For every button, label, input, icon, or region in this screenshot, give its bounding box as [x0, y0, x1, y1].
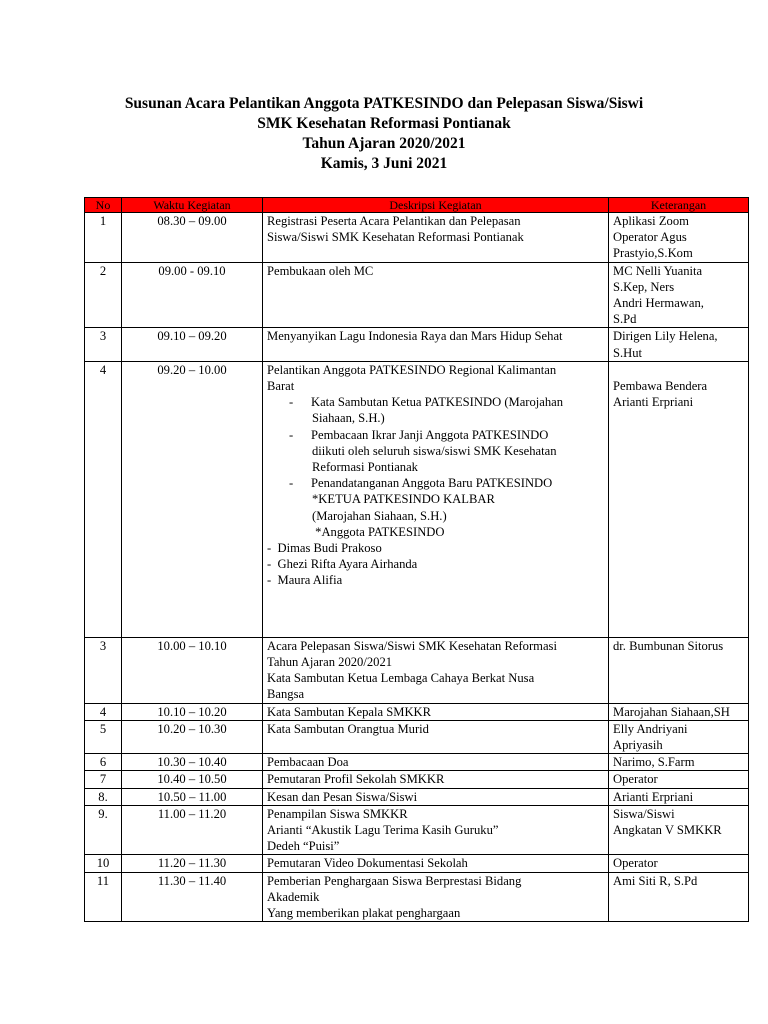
- row-description: [263, 805, 609, 855]
- table-row: [85, 855, 749, 872]
- desc-list-item: [267, 394, 604, 410]
- row-note: [609, 637, 749, 703]
- note-line: Siswa/Siswi: [613, 806, 675, 821]
- row-time: 11.30 – 11.40: [122, 872, 263, 922]
- row-description: [263, 788, 609, 805]
- desc-line: Pelantikan Anggota PATKESINDO Regional Kalimantan: [267, 362, 557, 377]
- row-note: [609, 805, 749, 855]
- row-no: 3: [85, 328, 122, 361]
- note-line: Arianti Erpriani: [613, 789, 694, 804]
- row-time: 10.50 – 11.00: [122, 788, 263, 805]
- row-no: 1: [85, 213, 122, 263]
- table-row: [85, 328, 749, 361]
- desc-list-item: [267, 475, 604, 491]
- schedule-table: [84, 197, 749, 922]
- desc-line: Kata Sambutan Ketua PATKESINDO (Marojahan: [311, 395, 564, 410]
- header-no: No: [85, 198, 122, 213]
- row-no: 5: [85, 720, 122, 753]
- desc-line: Siswa/Siswi SMK Kesehatan Reformasi Pontianak: [267, 230, 524, 245]
- row-no: 3: [85, 637, 122, 703]
- row-no: 11: [85, 872, 122, 922]
- table-row: [85, 703, 749, 720]
- table-row: [85, 262, 749, 328]
- bullet: -: [289, 427, 294, 442]
- note-line: Prastyio,S.Kom: [613, 246, 693, 261]
- note-line: Dirigen Lily Helena,: [613, 329, 718, 344]
- bullet: -: [289, 395, 294, 410]
- table-row: [85, 754, 749, 771]
- row-no: 7: [85, 771, 122, 788]
- desc-line: Kata Sambutan Orangtua Murid: [267, 721, 429, 736]
- table-row: [85, 637, 749, 703]
- row-note: [609, 788, 749, 805]
- row-time: 10.40 – 10.50: [122, 771, 263, 788]
- row-note: [609, 855, 749, 872]
- note-line: Narimo, S.Farm: [613, 755, 695, 770]
- header-time: Waktu Kegiatan: [122, 198, 263, 213]
- row-description: [263, 754, 609, 771]
- desc-line: Siahaan, S.H.): [312, 411, 385, 426]
- table-row: [85, 771, 749, 788]
- row-description: [263, 855, 609, 872]
- desc-line: *KETUA PATKESINDO KALBAR: [312, 492, 495, 507]
- row-time: 09.20 – 10.00: [122, 361, 263, 637]
- row-no: 9.: [85, 805, 122, 855]
- table-header-row: [85, 198, 749, 213]
- title-line-2: SMK Kesehatan Reformasi Pontianak: [257, 115, 511, 132]
- row-time: 10.30 – 10.40: [122, 754, 263, 771]
- desc-line: Pemutaran Profil Sekolah SMKKR: [267, 772, 445, 787]
- row-time: 10.20 – 10.30: [122, 720, 263, 753]
- desc-line: Penandatanganan Anggota Baru PATKESINDO: [311, 476, 553, 491]
- table-row: [85, 213, 749, 263]
- row-note: [609, 213, 749, 263]
- table-row: [85, 788, 749, 805]
- row-note: [609, 771, 749, 788]
- row-time: 09.00 - 09.10: [122, 262, 263, 328]
- desc-line: Yang memberikan plakat penghargaan: [267, 906, 461, 921]
- desc-line: (Marojahan Siahaan, S.H.): [312, 508, 447, 523]
- table-row: [85, 361, 749, 637]
- desc-line: Registrasi Peserta Acara Pelantikan dan Pelepasan: [267, 214, 521, 228]
- desc-line: Acara Pelepasan Siswa/Siswi SMK Kesehatan Reformasi: [267, 638, 557, 653]
- row-note: [609, 361, 749, 637]
- desc-line: Bangsa: [267, 687, 305, 702]
- row-note: [609, 328, 749, 361]
- note-line: S.Kep, Ners: [613, 279, 675, 294]
- note-line: dr. Bumbunan Sitorus: [613, 638, 724, 653]
- desc-line: Penampilan Siswa SMKKR: [267, 806, 408, 821]
- row-no: 8.: [85, 788, 122, 805]
- row-no: 6: [85, 754, 122, 771]
- row-time: 10.10 – 10.20: [122, 703, 263, 720]
- row-no: 2: [85, 262, 122, 328]
- desc-line: Arianti “Akustik Lagu Terima Kasih Guruku”: [267, 823, 499, 838]
- row-note: [609, 262, 749, 328]
- desc-line: Tahun Ajaran 2020/2021: [267, 655, 393, 670]
- note-line: Pembawa Bendera: [613, 378, 708, 393]
- bullet: -: [289, 476, 294, 491]
- row-note: [609, 720, 749, 753]
- header-description: Deskripsi Kegiatan: [263, 198, 609, 213]
- note-line: Andri Hermawan,: [613, 296, 704, 311]
- desc-line: Pemutaran Video Dokumentasi Sekolah: [267, 856, 468, 871]
- desc-list-item: [267, 427, 604, 443]
- table-row: [85, 720, 749, 753]
- desc-line: Pemberian Penghargaan Siswa Berprestasi Bidang: [267, 873, 522, 888]
- desc-line: Kesan dan Pesan Siswa/Siswi: [267, 789, 418, 804]
- desc-line: Pembacaan Doa: [267, 755, 349, 770]
- desc-line: Menyanyikan Lagu Indonesia Raya dan Mars Hidup Sehat: [267, 329, 563, 344]
- row-no: 10: [85, 855, 122, 872]
- note-spacer: [613, 362, 744, 378]
- row-description: [263, 361, 609, 637]
- row-description: [263, 637, 609, 703]
- desc-line: *Anggota PATKESINDO: [312, 524, 445, 539]
- header-note: Keterangan: [609, 198, 749, 213]
- desc-line: diikuti oleh seluruh siswa/siswi SMK Kesehatan: [312, 443, 557, 458]
- note-line: Marojahan Siahaan,SH: [613, 704, 730, 719]
- note-line: Elly Andriyani: [613, 721, 688, 736]
- row-description: [263, 328, 609, 361]
- desc-line: Reformasi Pontianak: [312, 460, 418, 475]
- note-line: MC Nelli Yuanita: [613, 263, 703, 278]
- desc-name-line: - Dimas Budi Prakoso: [267, 541, 382, 556]
- note-line: Ami Siti R, S.Pd: [613, 873, 698, 888]
- desc-line: Pembacaan Ikrar Janji Anggota PATKESINDO: [311, 427, 549, 442]
- desc-line: Pembukaan oleh MC: [267, 263, 374, 278]
- row-description: [263, 872, 609, 922]
- note-line: S.Pd: [613, 312, 637, 327]
- desc-name-line: - Maura Alifia: [267, 573, 343, 588]
- desc-line: Akademik: [267, 889, 320, 904]
- row-description: [263, 703, 609, 720]
- row-time: 09.10 – 09.20: [122, 328, 263, 361]
- title-line-4: Kamis, 3 Juni 2021: [320, 155, 448, 172]
- note-line: Angkatan V SMKKR: [613, 823, 722, 838]
- note-line: S.Hut: [613, 345, 643, 360]
- row-description: [263, 771, 609, 788]
- note-line: Aplikasi Zoom: [613, 214, 689, 228]
- row-note: [609, 754, 749, 771]
- row-time: 10.00 – 10.10: [122, 637, 263, 703]
- row-time: 11.00 – 11.20: [122, 805, 263, 855]
- row-time: 08.30 – 09.00: [122, 213, 263, 263]
- document-title: [0, 94, 768, 174]
- note-line: Operator: [613, 856, 658, 871]
- desc-line: Kata Sambutan Ketua Lembaga Cahaya Berkat Nusa: [267, 671, 535, 686]
- desc-name-line: - Ghezi Rifta Ayara Airhanda: [267, 557, 418, 572]
- table-row: [85, 872, 749, 922]
- note-line: Operator: [613, 772, 658, 787]
- desc-line: Barat: [267, 379, 295, 394]
- row-no: 4: [85, 703, 122, 720]
- desc-line: Kata Sambutan Kepala SMKKR: [267, 704, 432, 719]
- title-line-3: Tahun Ajaran 2020/2021: [302, 135, 466, 152]
- row-time: 11.20 – 11.30: [122, 855, 263, 872]
- note-line: Operator Agus: [613, 230, 687, 245]
- table-row: [85, 805, 749, 855]
- row-note: [609, 703, 749, 720]
- row-no: 4: [85, 361, 122, 637]
- row-note: [609, 872, 749, 922]
- row-description: [263, 262, 609, 328]
- note-line: Apriyasih: [613, 738, 663, 753]
- row-description: [263, 720, 609, 753]
- desc-line: Dedeh “Puisi”: [267, 839, 340, 854]
- row-description: [263, 213, 609, 263]
- title-line-1: Susunan Acara Pelantikan Anggota PATKESINDO dan Pelepasan Siswa/Siswi: [124, 95, 644, 112]
- note-line: Arianti Erpriani: [613, 395, 694, 410]
